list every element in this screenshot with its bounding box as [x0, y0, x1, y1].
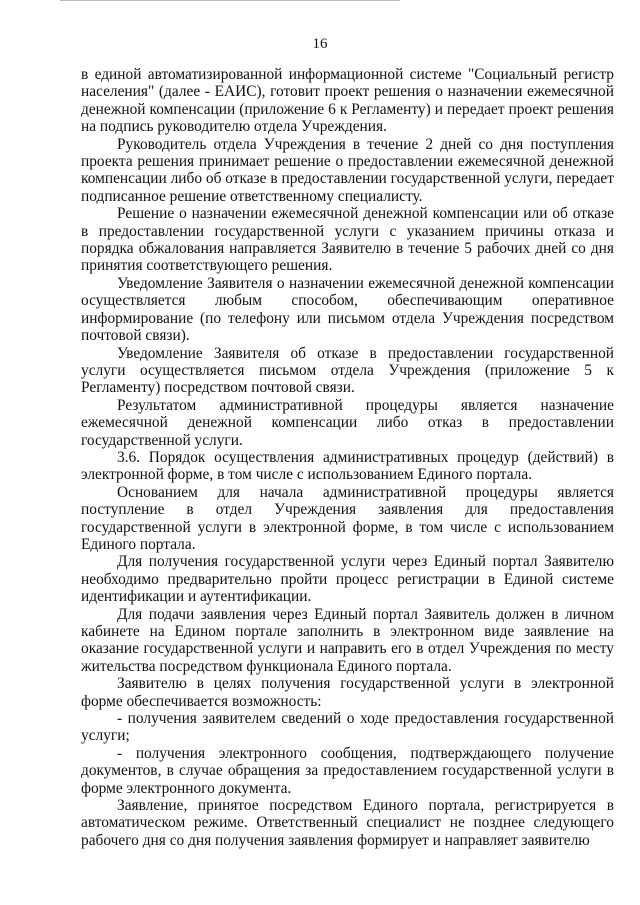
paragraph-head-decision: Руководитель отдела Учреждения в течение 2 дней со дня поступления проекта решения принимает решение о предоставлении ежемесячной денежной компенсации либо об отказе в предоставлении государственной услуги, передает подписанное решение ответственному специалисту.: [81, 135, 614, 205]
paragraph-registration: Для получения государственной услуги через Единый портал Заявителю необходимо предварительно пройти процесс регистрации в Единой системе идентификации и аутентификации.: [81, 553, 614, 606]
paragraph-decision-notice: Решение о назначении ежемесячной денежной компенсации или об отказе в предоставлении государственной услуги с указанием причины отказа и порядка обжалования направляется Заявителю в течение 5 рабочих дней со дня принятия соответствующего решения.: [81, 205, 614, 275]
paragraph-refusal-notice: Уведомление Заявителя об отказе в предоставлении государственной услуги осуществляется письмом отдела Учреждения (приложение 5 к Регламенту) посредством почтовой связи.: [81, 344, 614, 397]
paragraph-procedure-result: Результатом административной процедуры является назначение ежемесячной денежной компенсации либо отказ в предоставлении государственной услуги.: [81, 396, 614, 449]
paragraph-application-submission: Для подачи заявления через Единый портал Заявитель должен в личном кабинете на Едином портале заполнить в электронном виде заявление на оказание государственной услуги и направить его в отдел Учреждения по месту жительства посредством функционала Единого портала.: [81, 605, 614, 675]
list-item-status-info: - получения заявителем сведений о ходе предоставления государственной услуги;: [81, 710, 614, 745]
scan-top-edge: [60, 0, 400, 1]
paragraph-possibilities: Заявителю в целях получения государственной услуги в электронной форме обеспечивается возможность:: [81, 675, 614, 710]
page-number: 16: [312, 36, 328, 52]
section-heading-3-6: 3.6. Порядок осуществления административных процедур (действий) в электронной форме, в том числе с использованием Единого портала.: [81, 448, 614, 484]
document-body: [81, 66, 614, 849]
list-item-electronic-confirmation: - получения электронного сообщения, подтверждающего получение документов, в случае обращения за предоставлением государственной услуги в форме электронного документа.: [81, 744, 614, 797]
paragraph-approval-notice: Уведомление Заявителя о назначении ежемесячной денежной компенсации осуществляется любым способом, обеспечивающим оперативное информирование (по телефону или письмом отдела Учреждения посредством почтовой связи).: [81, 274, 614, 345]
paragraph-basis: Основанием для начала административной процедуры является поступление в отдел Учреждения заявления для предоставления государственной услуги в электронной форме, в том числе с использованием Единого портала.: [81, 483, 614, 553]
paragraph-continuation: в единой автоматизированной информационной системе "Социальный регистр населения" (далее - ЕАИС), готовит проект решения о назначении ежемесячной денежной компенсации (приложение 6 к Регламенту) и передает проект решения на подпись руководителю отдела Учреждения.: [81, 66, 614, 136]
paragraph-auto-registration: Заявление, принятое посредством Единого портала, регистрируется в автоматическом режиме. Ответственный специалист не позднее следующего рабочего дня со дня получения заявления формирует и направляет заявителю: [81, 797, 614, 849]
